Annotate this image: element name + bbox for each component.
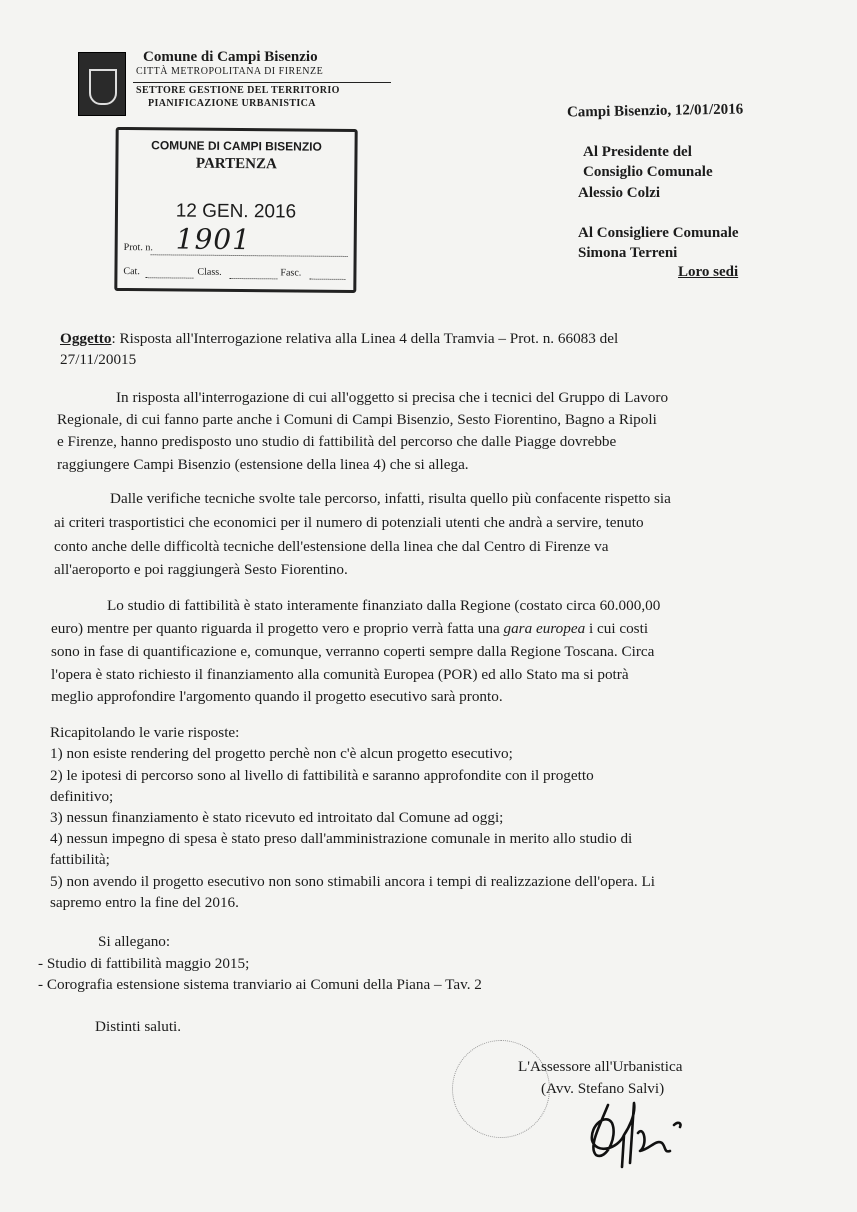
body-line xyxy=(51,620,648,638)
recap-item: 3) nessun finanziamento è stato ricevuto ed introitato dal Comune ad oggi; xyxy=(50,809,504,826)
letterhead-divider xyxy=(133,82,391,83)
stamp-category-label: Cat. xyxy=(123,266,140,278)
stamp-folder-line xyxy=(309,279,345,280)
body-line: ai criteri trasportistici che economici per il numero di potenziali utenti che andrà a servire, tenuto xyxy=(54,514,644,531)
stamp-class-line xyxy=(229,278,277,279)
body-text-italic: gara europea xyxy=(503,620,586,637)
letterhead-department: SETTORE GESTIONE DEL TERRITORIO xyxy=(136,85,340,96)
recap-item: 2) le ipotesi di percorso sono al livello di fattibilità e saranno approfondite con il progetto xyxy=(50,767,594,784)
stamp-category-line xyxy=(145,277,193,278)
letterhead-office: PIANIFICAZIONE URBANISTICA xyxy=(148,98,316,109)
subject-line xyxy=(60,330,800,348)
body-line: raggiungere Campi Bisenzio (estensione della linea 4) che si allega. xyxy=(57,456,469,473)
attachment-item: - Studio di fattibilità maggio 2015; xyxy=(38,955,250,972)
body-line: Lo studio di fattibilità è stato interamente finanziato dalla Regione (costato circa 60.000,00 xyxy=(107,597,661,614)
subject-date: 27/11/20015 xyxy=(60,351,137,368)
recap-item: definitivo; xyxy=(50,788,114,805)
signatory-role: L'Assessore all'Urbanistica xyxy=(518,1058,683,1075)
place-date: Campi Bisenzio, 12/01/2016 xyxy=(566,101,744,121)
stamp-type: PARTENZA xyxy=(195,155,277,173)
municipality-crest-logo xyxy=(78,52,126,116)
stamp-class-label: Class. xyxy=(197,266,222,278)
stamp-folder-label: Fasc. xyxy=(280,267,302,279)
letterhead-metro-city: CITTÀ METROPOLITANA DI FIRENZE xyxy=(136,66,324,77)
stamp-protocol-line xyxy=(151,254,348,257)
body-text: i cui costi xyxy=(585,620,649,637)
body-line: all'aeroporto e poi raggiungerà Sesto Fiorentino. xyxy=(54,561,348,578)
body-line: Dalle verifiche tecniche svolte tale percorso, infatti, risulta quello più confacente rispetto sia xyxy=(110,490,671,507)
subject-label: Oggetto xyxy=(60,330,112,347)
stamp-date: 12 GEN. 2016 xyxy=(175,200,297,223)
recipient-line: Consiglio Comunale xyxy=(583,164,713,180)
stamp-protocol-number: 1901 xyxy=(175,222,252,257)
signatory-name: (Avv. Stefano Salvi) xyxy=(541,1080,665,1097)
recap-item: 1) non esiste rendering del progetto perchè non c'è alcun progetto esecutivo; xyxy=(50,745,513,762)
body-line: sono in fase di quantificazione e, comunque, verranno coperti sempre dalla Regione Toscana. Circa xyxy=(51,643,655,660)
recipient-line: Alessio Colzi xyxy=(578,185,661,201)
attachment-item: - Corografia estensione sistema tranviario ai Comuni della Piana – Tav. 2 xyxy=(38,976,482,993)
subject-text: : Risposta all'Interrogazione relativa alla Linea 4 della Tramvia – Prot. n. 66083 del xyxy=(111,330,619,347)
body-line: e Firenze, hanno predisposto uno studio di fattibilità del percorso che dalle Piagge dovrebbe xyxy=(57,433,617,450)
recipient-line: Al Presidente del xyxy=(583,144,692,160)
body-line: In risposta all'interrogazione di cui all'oggetto si precisa che i tecnici del Gruppo di Lavoro xyxy=(116,389,669,406)
body-line: Regionale, di cui fanno parte anche i Comuni di Campi Bisenzio, Sesto Fiorentino, Bagno a Ripoli xyxy=(57,411,657,428)
body-line: l'opera è stato richiesto il finanziamento alla comunità Europea (POR) ed allo Stato ma si potrà xyxy=(51,666,629,683)
closing-greeting: Distinti saluti. xyxy=(95,1018,182,1035)
protocol-stamp xyxy=(114,127,357,293)
recap-item: 5) non avendo il progetto esecutivo non sono stimabili ancora i tempi di realizzazione dell'opera. Li xyxy=(50,873,655,890)
recipient-line: Simona Terreni xyxy=(578,245,678,261)
letterhead-municipality: Comune di Campi Bisenzio xyxy=(143,49,318,65)
attachments-heading: Si allegano: xyxy=(98,933,171,950)
recipient-delivery: Loro sedi xyxy=(678,264,739,280)
official-seal xyxy=(452,1040,550,1138)
recap-item: sapremo entro la fine del 2016. xyxy=(50,894,239,911)
recipient-line: Al Consigliere Comunale xyxy=(578,225,739,241)
handwritten-signature xyxy=(578,1085,698,1175)
body-text: euro) mentre per quanto riguarda il progetto vero e proprio verrà fatta una xyxy=(51,620,504,637)
recap-item: fattibilità; xyxy=(50,851,110,868)
body-line: meglio approfondire l'argomento quando il progetto esecutivo sarà pronto. xyxy=(51,688,503,705)
stamp-protocol-label: Prot. n. xyxy=(123,242,153,254)
recap-heading: Ricapitolando le varie risposte: xyxy=(50,724,240,741)
recap-item: 4) nessun impegno di spesa è stato preso dall'amministrazione comunale in merito allo studio di xyxy=(50,830,633,847)
stamp-organization: COMUNE DI CAMPI BISENZIO xyxy=(151,138,322,154)
body-line: conto anche delle difficoltà tecniche dell'estensione della linea che dal Centro di Firenze va xyxy=(54,538,609,555)
